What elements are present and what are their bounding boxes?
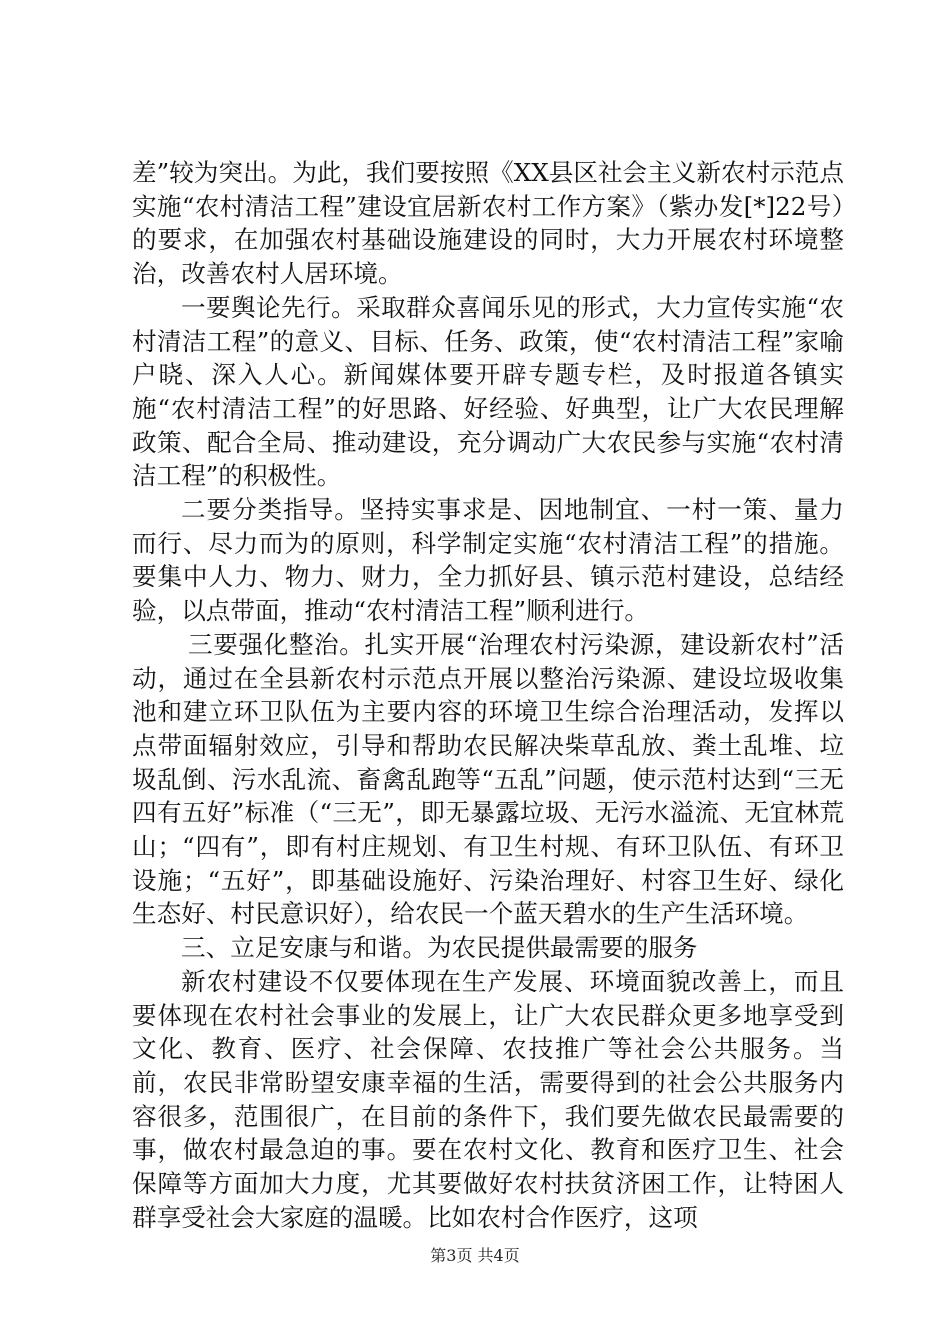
page-footer: 第3页 共4页 xyxy=(430,1246,520,1265)
paragraph-public-services: 新农村建设不仅要体现在生产发展、环境面貌改善上，而且要体现在农村社会事业的发展上，让广大农民群众更多地享受到文化、教育、医疗、社会保障、农技推广等社会公共服务。当前，农民非常盼望安康幸福的生活，需要得到的社会公共服务内容很多，范围很广，在目前的条件下，我们要先做农民最需要的事，做农村最急迫的事。要在农村文化、教育和医疗卫生、社会保障等方面加大力度，尤其要做好农村扶贫济困工作，让特困人群享受社会大家庭的温暖。比如农村合作医疗，这项 xyxy=(132,966,844,1232)
document-body xyxy=(132,156,844,1235)
paragraph-classified-guidance: 二要分类指导。坚持实事求是、因地制宜、一村一策、量力而行、尽力而为的原则，科学制定实施“农村清洁工程”的措施。要集中人力、物力、财力，全力抓好县、镇示范村建设，总结经验，以点带面，推动“农村清洁工程”顺利进行。 xyxy=(132,495,844,626)
paragraph-strengthen-rectification: 三要强化整治。扎实开展“治理农村污染源，建设新农村”活动，通过在全县新农村示范点开展以整治污染源、建设垃圾收集池和建立环卫队伍为主要内容的环境卫生综合治理活动，发挥以点带面辐射效应，引导和帮助农民解决柴草乱放、粪土乱堆、垃圾乱倒、污水乱流、畜禽乱跑等“五乱”问题，使示范村达到“三无四有五好”标准（“三无”，即无暴露垃圾、无污水溢流、无宜林荒山；“四有”，即有村庄规划、有卫生村规、有环卫队伍、有环卫设施；“五好”，即基础设施好、污染治理好、村容卫生好、绿化生态好、村民意识好），给农民一个蓝天碧水的生产生活环境。 xyxy=(132,629,844,929)
section-heading: 三、立足安康与和谐。为农民提供最需要的服务 xyxy=(181,933,698,963)
paragraph-public-opinion: 一要舆论先行。采取群众喜闻乐见的形式，大力宣传实施“农村清洁工程”的意义、目标、任务、政策，使“农村清洁工程”家喻户晓、深入人心。新闻媒体要开辟专题专栏，及时报道各镇实施“农村清洁工程”的好思路、好经验、好典型，让广大农民理解政策、配合全局、推动建设，充分调动广大农民参与实施“农村清洁工程”的积极性。 xyxy=(132,292,844,491)
paragraph-continued: 差”较为突出。为此，我们要按照《XX县区社会主义新农村示范点实施“农村清洁工程”建设宜居新农村工作方案》（紫办发[*]22号）的要求，在加强农村基础设施建设的同时，大力开展农村环境整治，改善农村人居环境。 xyxy=(132,158,844,289)
